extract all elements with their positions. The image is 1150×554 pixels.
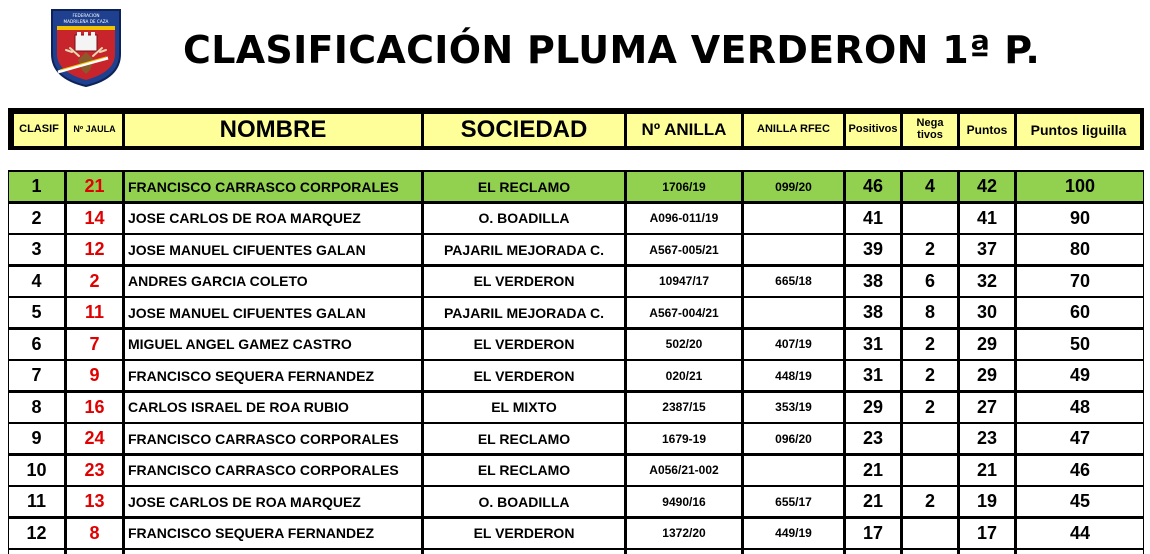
logo-text-2: MADRILEÑA DE CAZA	[63, 19, 109, 24]
cell-sociedad: EL VERDERON	[424, 519, 624, 548]
table-row	[8, 361, 1144, 390]
cell-negativos	[903, 424, 957, 453]
cell-puntos-liguilla: 48	[1017, 393, 1143, 422]
table-row	[8, 172, 1144, 201]
cell-negativos: 8	[903, 298, 957, 327]
cell-anilla: 1679-19	[627, 424, 741, 453]
cell-clasif: 5	[9, 298, 64, 327]
table-row	[8, 487, 1144, 516]
cell-jaula: 2	[67, 267, 122, 296]
header-puntos: Puntos	[960, 114, 1014, 146]
header-positivos	[846, 114, 900, 146]
cell-puntos-liguilla: 70	[1017, 267, 1143, 296]
cell-nombre: ANDRES GARCIA COLETO	[125, 267, 421, 296]
header-anilla-rfec: ANILLA RFEC	[744, 114, 843, 146]
cell-anilla-rfec	[744, 456, 843, 485]
cell-positivos: 41	[846, 204, 900, 233]
cell-sociedad: PAJARIL MEJORADA C.	[424, 235, 624, 264]
cell-anilla: 1706/19	[627, 172, 741, 201]
cell-jaula: 23	[67, 456, 122, 485]
cell-nombre: FRANCISCO SEQUERA FERNANDEZ	[125, 361, 421, 390]
cell-clasif: 12	[9, 519, 64, 548]
cell-puntos-liguilla: 60	[1017, 298, 1143, 327]
cell-positivos: 23	[846, 424, 900, 453]
cell-puntos	[960, 550, 1014, 554]
logo-text-1: FEDERACION	[72, 13, 100, 18]
cell-sociedad: EL VERDERON	[424, 330, 624, 359]
cell-negativos: 2	[903, 487, 957, 516]
cell-clasif: 2	[9, 204, 64, 233]
cell-nombre: FRANCISCO CARRASCO CORPORALES	[125, 172, 421, 201]
table-row	[8, 519, 1144, 548]
cell-anilla: 1372/20	[627, 519, 741, 548]
page-title: CLASIFICACIÓN PLUMA VERDERON 1ª P.	[183, 28, 1041, 72]
cell-clasif: 7	[9, 361, 64, 390]
cell-negativos: 2	[903, 361, 957, 390]
cell-clasif: 10	[9, 456, 64, 485]
table-row	[8, 393, 1144, 422]
cell-jaula: 7	[67, 330, 122, 359]
cell-negativos: 6	[903, 267, 957, 296]
cell-positivos: 21	[846, 487, 900, 516]
cell-sociedad	[424, 550, 624, 554]
cell-sociedad: EL RECLAMO	[424, 424, 624, 453]
cell-anilla: A096-011/19	[627, 204, 741, 233]
cell-clasif: 3	[9, 235, 64, 264]
cell-sociedad: PAJARIL MEJORADA C.	[424, 298, 624, 327]
cell-anilla-rfec	[744, 235, 843, 264]
header-negativos-line1: Nega	[916, 117, 944, 130]
cell-anilla-rfec: 665/18	[744, 267, 843, 296]
cell-jaula: 8	[67, 519, 122, 548]
cell-puntos: 42	[960, 172, 1014, 201]
cell-anilla-rfec: 096/20	[744, 424, 843, 453]
cell-positivos: 39	[846, 235, 900, 264]
cell-anilla-rfec	[744, 204, 843, 233]
cell-nombre: JOSE CARLOS DE ROA MARQUEZ	[125, 487, 421, 516]
cell-clasif: 11	[9, 487, 64, 516]
cell-anilla-rfec: 449/19	[744, 519, 843, 548]
cell-jaula	[67, 550, 122, 554]
cell-puntos: 17	[960, 519, 1014, 548]
cell-nombre: MIGUEL ANGEL GAMEZ CASTRO	[125, 330, 421, 359]
cell-anilla-rfec: 448/19	[744, 361, 843, 390]
cell-puntos: 30	[960, 298, 1014, 327]
table-body	[8, 170, 1144, 554]
table-row	[8, 424, 1144, 453]
cell-negativos	[903, 519, 957, 548]
cell-nombre: JOSE CARLOS DE ROA MARQUEZ	[125, 204, 421, 233]
cell-anilla: 10947/17	[627, 267, 741, 296]
cell-jaula: 16	[67, 393, 122, 422]
cell-jaula: 12	[67, 235, 122, 264]
cell-puntos: 29	[960, 361, 1014, 390]
cell-anilla-rfec: 099/20	[744, 172, 843, 201]
cell-anilla: A567-004/21	[627, 298, 741, 327]
cell-negativos: 4	[903, 172, 957, 201]
cell-puntos-liguilla: 46	[1017, 456, 1143, 485]
cell-nombre: FRANCISCO SEQUERA FERNANDEZ	[125, 519, 421, 548]
header-positivos-label: Positivos	[848, 123, 898, 136]
cell-sociedad: EL VERDERON	[424, 267, 624, 296]
table-row	[8, 235, 1144, 264]
cell-negativos	[903, 456, 957, 485]
cell-puntos-liguilla: 45	[1017, 487, 1143, 516]
cell-jaula: 24	[67, 424, 122, 453]
cell-negativos	[903, 550, 957, 554]
cell-puntos: 21	[960, 456, 1014, 485]
cell-puntos-liguilla: 49	[1017, 361, 1143, 390]
cell-nombre	[125, 550, 421, 554]
cell-clasif: 8	[9, 393, 64, 422]
cell-sociedad: EL VERDERON	[424, 361, 624, 390]
cell-clasif: 1	[9, 172, 64, 201]
cell-jaula: 11	[67, 298, 122, 327]
cell-sociedad: O. BOADILLA	[424, 204, 624, 233]
cell-sociedad: EL MIXTO	[424, 393, 624, 422]
cell-positivos: 31	[846, 361, 900, 390]
cell-anilla: 2387/15	[627, 393, 741, 422]
cell-anilla-rfec	[744, 298, 843, 327]
cell-puntos: 29	[960, 330, 1014, 359]
header-sociedad: SOCIEDAD	[424, 114, 624, 146]
header-jaula: Nº JAULA	[67, 114, 122, 146]
cell-puntos: 23	[960, 424, 1014, 453]
table-row	[8, 330, 1144, 359]
cell-anilla: A056/21-002	[627, 456, 741, 485]
header-anilla: Nº ANILLA	[627, 114, 741, 146]
table-row	[8, 267, 1144, 296]
cell-puntos-liguilla: 47	[1017, 424, 1143, 453]
cell-negativos	[903, 204, 957, 233]
cell-jaula: 9	[67, 361, 122, 390]
header-negativos-line2: tivos	[917, 129, 943, 141]
cell-positivos: 29	[846, 393, 900, 422]
cell-puntos-liguilla: 50	[1017, 330, 1143, 359]
cell-sociedad: EL RECLAMO	[424, 456, 624, 485]
table-row	[8, 456, 1144, 485]
cell-positivos: 21	[846, 456, 900, 485]
cell-positivos: 31	[846, 330, 900, 359]
header-puntos-liguilla: Puntos liguilla	[1017, 114, 1140, 146]
cell-negativos: 2	[903, 235, 957, 264]
table-header	[8, 108, 1144, 150]
federation-logo	[48, 8, 124, 88]
cell-clasif: 4	[9, 267, 64, 296]
cell-anilla: 020/21	[627, 361, 741, 390]
header-negativos	[903, 114, 957, 146]
cell-nombre: FRANCISCO CARRASCO CORPORALES	[125, 456, 421, 485]
cell-jaula: 13	[67, 487, 122, 516]
cell-nombre: JOSE MANUEL CIFUENTES GALAN	[125, 235, 421, 264]
cell-puntos: 37	[960, 235, 1014, 264]
cell-anilla: A567-005/21	[627, 235, 741, 264]
cell-positivos: 46	[846, 172, 900, 201]
cell-anilla-rfec: 353/19	[744, 393, 843, 422]
cell-clasif: 6	[9, 330, 64, 359]
cell-clasif: 9	[9, 424, 64, 453]
cell-sociedad: EL RECLAMO	[424, 172, 624, 201]
cell-positivos: 38	[846, 298, 900, 327]
cell-puntos: 27	[960, 393, 1014, 422]
cell-positivos: 38	[846, 267, 900, 296]
cell-puntos: 19	[960, 487, 1014, 516]
cell-positivos: 17	[846, 519, 900, 548]
cell-nombre: FRANCISCO CARRASCO CORPORALES	[125, 424, 421, 453]
cell-anilla-rfec: 407/19	[744, 330, 843, 359]
cell-anilla: 9490/16	[627, 487, 741, 516]
cell-puntos-liguilla	[1017, 550, 1143, 554]
cell-anilla: 502/20	[627, 330, 741, 359]
cell-puntos: 32	[960, 267, 1014, 296]
header-nombre: NOMBRE	[125, 114, 421, 146]
cell-puntos-liguilla: 90	[1017, 204, 1143, 233]
cell-nombre: JOSE MANUEL CIFUENTES GALAN	[125, 298, 421, 327]
cell-sociedad: O. BOADILLA	[424, 487, 624, 516]
cell-puntos-liguilla: 80	[1017, 235, 1143, 264]
header-clasif: CLASIF	[14, 114, 64, 146]
cell-anilla	[627, 550, 741, 554]
cell-positivos	[846, 550, 900, 554]
table-row	[8, 298, 1144, 327]
cell-jaula: 14	[67, 204, 122, 233]
cell-clasif	[9, 550, 64, 554]
cell-puntos-liguilla: 100	[1017, 172, 1143, 201]
cell-puntos-liguilla: 44	[1017, 519, 1143, 548]
cell-puntos: 41	[960, 204, 1014, 233]
table-row	[8, 550, 1144, 554]
cell-anilla-rfec	[744, 550, 843, 554]
cell-anilla-rfec: 655/17	[744, 487, 843, 516]
cell-negativos: 2	[903, 393, 957, 422]
cell-negativos: 2	[903, 330, 957, 359]
cell-jaula: 21	[67, 172, 122, 201]
cell-nombre: CARLOS ISRAEL DE ROA RUBIO	[125, 393, 421, 422]
table-row	[8, 204, 1144, 233]
